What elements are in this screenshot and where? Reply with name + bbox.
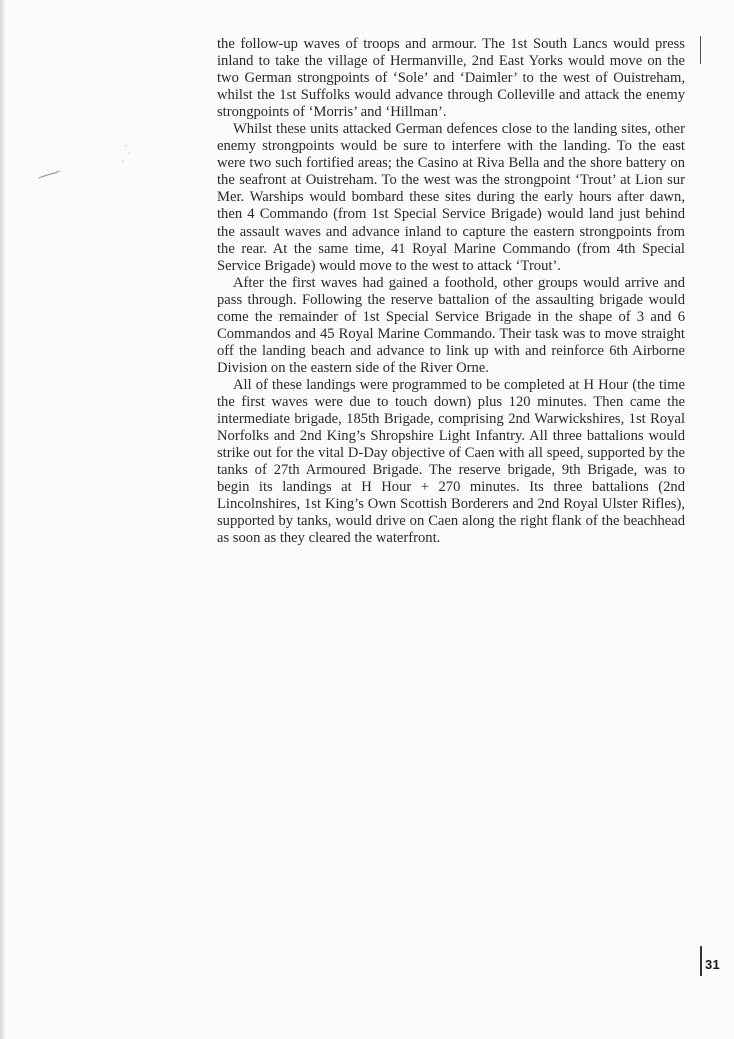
- paragraph-4: All of these landings were programmed to be completed at H Hour (the time the first waves were due to touch down) plus 120 minutes. Then came the intermediate brigade, 185th Brigade, comprising 2nd Warwickshires, 1st Royal Norfolks and 2nd King’s Shropshire Light Infantry. All three battalions would strike out for the vital D-Day objective of Caen with all speed, supported by the tanks of 27th Armoured Brigade. The reserve brigade, 9th Brigade, was to begin its landings at H Hour + 270 minutes. Its three battalions (2nd Lincolnshires, 1st King’s Own Scottish Borderers and 2nd Royal Ulster Rifles), supported by tanks, would drive on Caen along the right flank of the beachhead as soon as they cleared the waterfront.: [217, 376, 685, 547]
- paper-speck: [122, 160, 124, 162]
- margin-rule-top: [700, 36, 701, 64]
- pencil-mark: [38, 170, 60, 180]
- paragraph-2: Whilst these units attacked German defences close to the landing sites, other enemy strongpoints would be sure to interfere with the landing. To the east were two such fortified areas; the Casino at Riva Bella and the shore battery on the seafront at Ouistreham. To the west was the strongpoint ‘Trout’ at Lion sur Mer. Warships would bombard these sites during the early hours after dawn, then 4 Commando (from 1st Special Service Brigade) would land just behind the assault waves and advance inland to capture the eastern strongpoints from the rear. At the same time, 41 Royal Marine Commando (from 4th Special Service Brigade) would move to the west to attack ‘Trout’.: [217, 121, 685, 274]
- paragraph-1: the follow-up waves of troops and armour. The 1st South Lancs would press inland to take the village of Hermanville, 2nd East Yorks would move on the two German strongpoints of ‘Sole’ and ‘Daimler’ to the west of Ouistreham, whilst the 1st Suffolks would advance through Colleville and attack the enemy strongpoints of ‘Morris’ and ‘Hillman’.: [217, 36, 685, 121]
- body-text: [217, 36, 685, 547]
- paper-speck: [125, 145, 127, 147]
- paragraph-3: After the first waves had gained a foothold, other groups would arrive and pass through. Following the reserve battalion of the assaulting brigade would come the remainder of 1st Special Service Brigade in the shape of 3 and 6 Commandos and 45 Royal Marine Commando. Their task was to move straight off the landing beach and advance to link up with and reinforce 6th Airborne Division on the eastern side of the River Orne.: [217, 274, 685, 376]
- margin-rule-bottom: [700, 946, 702, 976]
- paper-speck: [128, 152, 130, 154]
- page-number: 31: [705, 957, 721, 972]
- page-edge-shadow: [0, 0, 5, 1039]
